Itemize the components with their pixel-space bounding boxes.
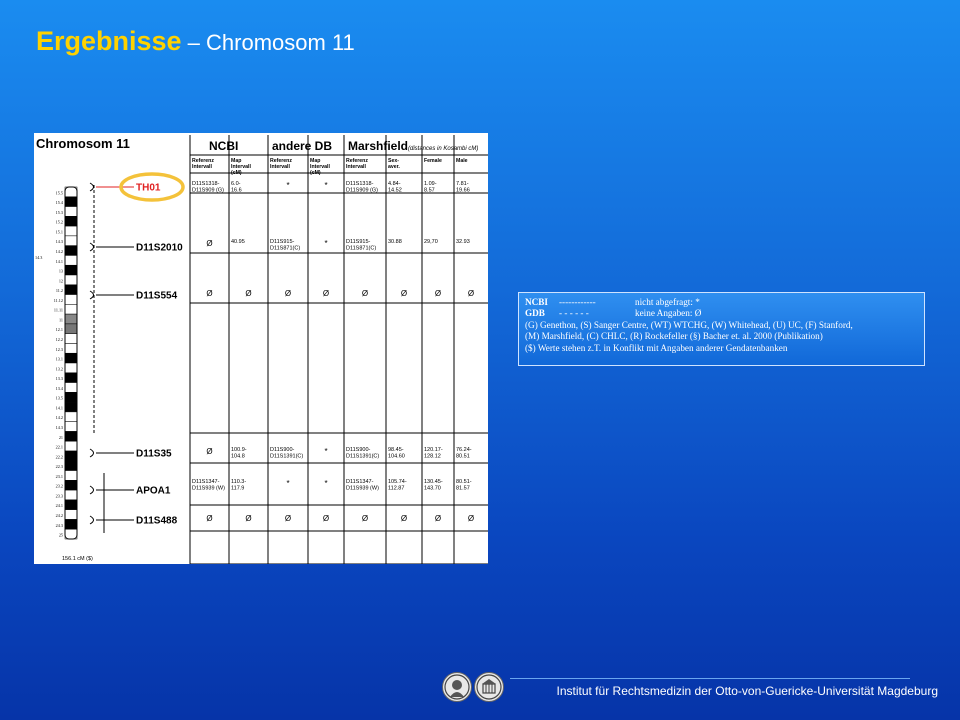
chromosome-band xyxy=(65,324,77,334)
chromosome-band xyxy=(65,519,77,529)
table-cell: 130.45-143.70 xyxy=(424,479,443,492)
table-cell: Ø xyxy=(434,514,442,523)
band-label: 11.12 xyxy=(53,297,63,303)
band-label: 14.2 xyxy=(55,415,63,421)
total-length: 156.1 cM ($) xyxy=(62,556,93,562)
marker-bracket xyxy=(90,486,94,494)
band-label: 12.2 xyxy=(55,337,63,342)
column-header: Male xyxy=(456,158,468,164)
chromosome-band xyxy=(65,207,77,217)
chromosome-band xyxy=(65,431,77,441)
band-label: 14.2 xyxy=(55,249,63,254)
marker-label: APOA1 xyxy=(136,485,171,497)
table-cell: D11S1347-D11S939 (W) xyxy=(192,479,225,492)
band-label: 24.3 xyxy=(55,522,63,528)
chromosome-band xyxy=(65,275,77,285)
table-cell: * xyxy=(324,479,328,488)
column-header: Referenz Intervall xyxy=(192,158,214,170)
band-label: 13.4 xyxy=(55,385,63,391)
table-cell: D11S1318-D11S909 (G) xyxy=(346,181,378,194)
table-cell: 105.74-112.87 xyxy=(388,479,407,492)
table-cell: D11S1347-D11S939 (W) xyxy=(346,479,379,492)
band-label: 25 xyxy=(58,532,63,538)
footer-divider xyxy=(510,678,910,679)
chromosome-band xyxy=(65,285,77,295)
band-label: 15.4 xyxy=(55,200,63,206)
legend-text: nicht abgefragt: * xyxy=(635,297,700,307)
table-cell: Ø xyxy=(284,289,292,298)
group-header-other-db: andere DB xyxy=(272,139,333,153)
table-cell: Ø xyxy=(206,514,213,523)
band-label: 23.3 xyxy=(55,493,63,499)
table-cell: Ø xyxy=(206,239,213,248)
table-cell: 100.9-104.8 xyxy=(231,447,247,460)
band-label: 11.11 xyxy=(53,307,63,313)
column-header: Sex-aver. xyxy=(388,158,400,170)
table-cell: 110.3-117.9 xyxy=(231,479,247,492)
band-label: 22.1 xyxy=(55,444,63,450)
chromosome-band xyxy=(65,373,77,383)
chromosome-band xyxy=(65,500,77,510)
table-cell: * xyxy=(324,447,328,456)
band-label: 11 xyxy=(58,317,63,323)
table-cell: Ø xyxy=(400,514,408,523)
table-cell: * xyxy=(324,181,328,190)
table-cell: 120.17-128.12 xyxy=(424,447,443,460)
chromosome-band xyxy=(65,197,77,207)
band-label: 12.1 xyxy=(55,327,63,333)
band-label: 13.1 xyxy=(55,356,63,362)
band-label: 11.2 xyxy=(55,288,63,294)
university-seal-icon xyxy=(442,672,472,702)
table-cell: Ø xyxy=(245,289,252,298)
table-cell: Ø xyxy=(434,289,442,298)
table-cell: Ø xyxy=(322,514,330,523)
table-cell: D11S915-D11S871(C) xyxy=(270,239,301,252)
title-sub: Chromosom 11 xyxy=(206,30,355,55)
table-cell: Ø xyxy=(467,289,475,298)
chromosome-band xyxy=(65,353,77,363)
column-header: Referenz Intervall xyxy=(346,158,368,170)
marker-bracket xyxy=(90,291,94,299)
marker-bracket xyxy=(90,449,94,457)
table-cell: 30.88 xyxy=(388,239,402,245)
band-label: 22.3 xyxy=(55,464,63,470)
chromosome-band xyxy=(65,343,77,353)
column-header: Referenz Intervall xyxy=(270,158,292,170)
band-label: 22.2 xyxy=(55,454,63,460)
institute-seal-icon xyxy=(474,672,504,702)
chromosome-band xyxy=(65,295,77,305)
chromosome-band xyxy=(65,314,77,324)
table-cell: 76.24-80.51 xyxy=(456,447,472,460)
marker-bracket xyxy=(90,243,94,251)
column-header: Map Intervall (cM) xyxy=(231,158,251,176)
chromosome-band xyxy=(65,471,77,481)
figure-title: Chromosom 11 xyxy=(36,136,130,151)
band-label: 13.5 xyxy=(55,395,63,401)
table-cell: D11S1318-D11S909 (G) xyxy=(192,181,224,194)
chromosome-band xyxy=(65,510,77,520)
chromosome-band xyxy=(65,187,77,197)
table-cell: D11S900-D11S1391(C) xyxy=(270,447,304,460)
marker-label: TH01 xyxy=(136,182,161,194)
legend-key: NCBI xyxy=(525,297,548,307)
legend-symbol: - - - - - - xyxy=(559,308,589,319)
band-label: 14.1 xyxy=(55,258,63,264)
band-label: 24.1 xyxy=(55,503,63,509)
chromosome-table-svg xyxy=(34,133,488,564)
band-label: 15.3 xyxy=(55,209,63,215)
legend-note: (M) Marshfield, (C) CHLC, (R) Rockefeller (§) Bacher et. al. 2000 (Publikation) xyxy=(525,331,823,342)
band-label: 23.2 xyxy=(55,483,63,489)
table-cell: 98.45-104.60 xyxy=(388,447,405,460)
chromosome-band xyxy=(65,304,77,314)
table-cell: 4.84-14.52 xyxy=(388,181,402,194)
title-sep: – xyxy=(181,30,207,55)
chromosome-band xyxy=(65,255,77,265)
band-label: 14.3 xyxy=(55,425,63,430)
marker-bracket xyxy=(90,183,94,191)
table-cell: * xyxy=(286,479,290,488)
chromosome-band xyxy=(65,216,77,226)
table-cell: Ø xyxy=(361,289,369,298)
chromosome-band xyxy=(65,529,77,539)
table-cell: Ø xyxy=(400,289,408,298)
table-cell: Ø xyxy=(322,289,330,298)
chromosome-band xyxy=(65,490,77,500)
band-label: 23.1 xyxy=(55,473,63,479)
band-label: 12.3 xyxy=(55,346,63,352)
legend-box xyxy=(518,292,925,366)
chromosome-band xyxy=(65,226,77,236)
table-cell: Ø xyxy=(361,514,369,523)
legend-note: (G) Genethon, (S) Sanger Centre, (WT) WTCHG, (W) Whitehead, (U) UC, (F) Stanford, xyxy=(525,319,853,330)
chromosome-band xyxy=(65,422,77,432)
table-cell: Ø xyxy=(284,514,292,523)
marker-label: D11S554 xyxy=(136,290,178,302)
table-cell: 29,70 xyxy=(424,239,438,245)
chromosome-figure xyxy=(34,133,488,564)
legend-text: keine Angaben: Ø xyxy=(635,308,702,319)
band-label: 15.2 xyxy=(55,219,63,225)
chromosome-band xyxy=(65,265,77,275)
marker-label: D11S35 xyxy=(136,448,172,460)
chromosome-band xyxy=(65,392,77,402)
table-cell: D11S900-D11S1391(C) xyxy=(346,447,380,460)
slide-title xyxy=(36,26,355,57)
title-main: Ergebnisse xyxy=(36,26,182,56)
band-label: 13.2 xyxy=(55,366,63,372)
chromosome-band xyxy=(65,461,77,471)
table-cell: Ø xyxy=(206,447,213,456)
chromosome-band xyxy=(65,451,77,461)
chromosome-band xyxy=(65,402,77,412)
legend-key: GDB xyxy=(525,308,545,319)
band-label: 14.3 xyxy=(55,239,63,245)
band-label: 14.1 xyxy=(55,405,63,411)
table-cell: * xyxy=(286,181,290,190)
chromosome-band xyxy=(65,383,77,393)
column-header: Map Intervall (cM) xyxy=(310,158,330,176)
legend-row-gdb xyxy=(525,308,918,319)
chromosome-band xyxy=(65,480,77,490)
column-header: Female xyxy=(424,158,442,164)
table-cell: D11S915-D11S871(C) xyxy=(346,239,377,252)
chromosome-band xyxy=(65,246,77,256)
table-cell: 1.09-8.57 xyxy=(424,181,437,194)
chromosome-band xyxy=(65,236,77,246)
table-cell: * xyxy=(324,239,328,248)
chromosome-band xyxy=(65,363,77,373)
marker-label: D11S2010 xyxy=(136,242,183,254)
band-label: 21 xyxy=(58,434,63,440)
band-label: 15.5 xyxy=(55,190,63,196)
band-label: 24.2 xyxy=(55,513,63,518)
table-cell: Ø xyxy=(467,514,475,523)
chromosome-band xyxy=(65,412,77,422)
marker-label: D11S488 xyxy=(136,515,178,527)
table-cell: 7.81-19.66 xyxy=(456,181,470,194)
band-label: 15.1 xyxy=(55,229,63,235)
marker-bracket xyxy=(90,516,94,524)
marshfield-note: (distances in Kosambi cM) xyxy=(408,146,479,152)
band-label: 13.3 xyxy=(55,376,63,382)
table-cell: 6.0-16.6 xyxy=(231,181,242,194)
table-cell: 40.95 xyxy=(231,239,245,245)
table-cell: Ø xyxy=(206,289,213,298)
legend-symbol: ------------ xyxy=(559,297,596,307)
footer-institute: Institut für Rechtsmedizin der Otto-von-Guericke-Universität Magdeburg xyxy=(556,684,938,698)
table-cell: Ø xyxy=(245,514,252,523)
table-cell: 80.51-81.57 xyxy=(456,479,472,492)
band-label-outer: 14.3 xyxy=(35,255,43,260)
band-label: 13 xyxy=(58,268,63,274)
band-label: 12 xyxy=(58,278,63,284)
group-header-ncbi: NCBI xyxy=(209,139,239,153)
chromosome-band xyxy=(65,334,77,344)
legend-row-ncbi xyxy=(525,297,918,308)
table-cell: 32.93 xyxy=(456,239,470,245)
legend-note: ($) Werte stehen z.T. in Konflikt mit Angaben anderer Gendatenbanken xyxy=(525,342,788,353)
group-header-marshfield: Marshfield xyxy=(348,139,409,153)
chromosome-band xyxy=(65,441,77,451)
